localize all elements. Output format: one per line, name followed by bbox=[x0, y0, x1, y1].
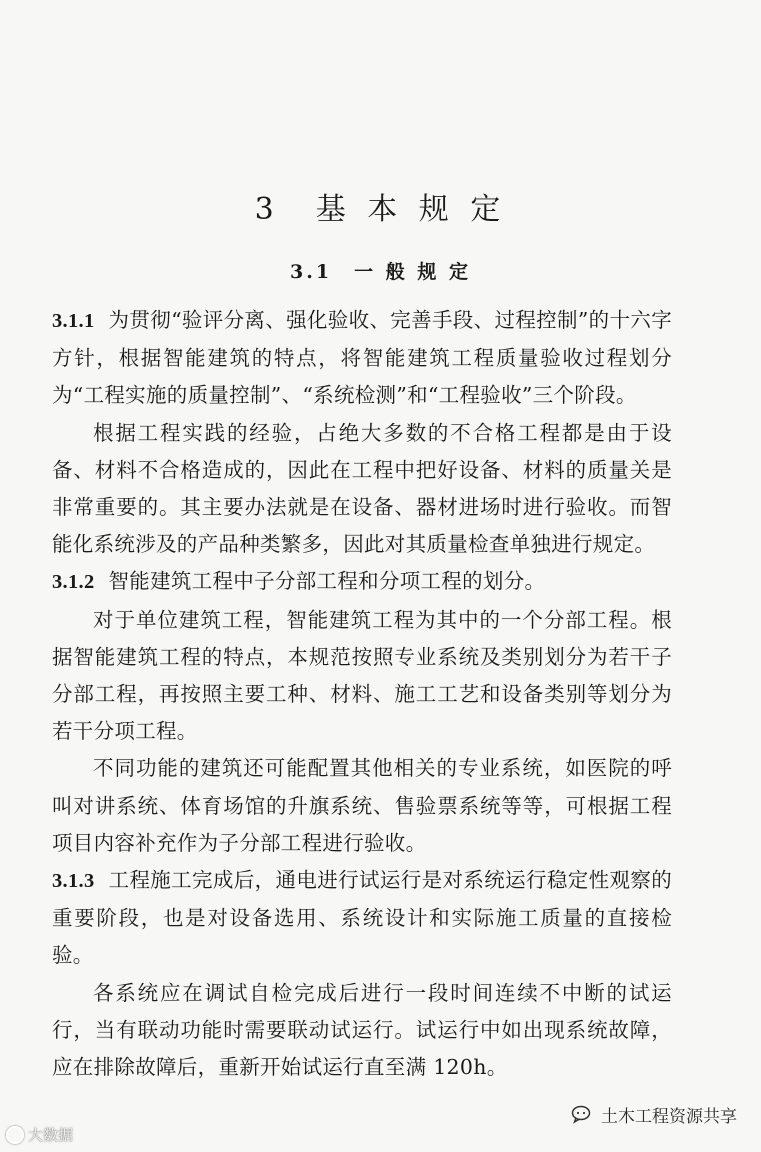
clause-number: 3.1.2 bbox=[52, 571, 95, 594]
clause-paragraph bbox=[52, 862, 672, 975]
explanation-paragraph: 根据工程实践的经验，占绝大多数的不合格工程都是由于设备、材料不合格造成的，因此在工程中把好设备、材料的质量关是非常重要的。其主要办法就是在设备、器材进场时进行验收。而智能化系统涉及的产品种类繁多，因此对其质量检查单独进行规定。 bbox=[52, 420, 672, 557]
clause-text: 为贯彻“验评分离、强化验收、完善手段、过程控制”的十六字方针，根据智能建筑的特点，将智能建筑工程质量验收过程划分为“工程实施的质量控制”、“系统检测”和“工程验收”三个阶段。 bbox=[52, 308, 672, 408]
clause-text: 智能建筑工程中子分部工程和分项工程的划分。 bbox=[108, 569, 546, 594]
watermark-right-text: 土木工程资源共享 bbox=[601, 1107, 737, 1127]
watermark-left bbox=[6, 1124, 73, 1145]
explanation-paragraph: 各系统应在调试自检完成后进行一段时间连续不中断的试运行，当有联动功能时需要联动试运行。试运行中如出现系统故障，应在排除故障后，重新开始试运行直至满 120h。 bbox=[52, 980, 672, 1080]
clause-paragraph bbox=[52, 563, 672, 601]
wechat-chat-icon bbox=[571, 1105, 595, 1125]
watermark-left-text: 大数据 bbox=[28, 1126, 74, 1144]
explanation-paragraph: 对于单位建筑工程，智能建筑工程为其中的一个分部工程。根据智能建筑工程的特点，本规范按照专业系统及类别划分为若干子分部工程，再按照主要工种、材料、施工工艺和设备类别等划分为若干分项工程。 bbox=[52, 607, 672, 744]
clause-number: 3.1.1 bbox=[52, 310, 95, 332]
explanation-paragraph: 不同功能的建筑还可能配置其他相关的专业系统，如医院的呼叫对讲系统、体育场馆的升旗系统、售验票系统等等，可根据工程项目内容补充作为子分部工程进行验收。 bbox=[52, 756, 672, 855]
watermark-right bbox=[571, 1102, 737, 1127]
document-body bbox=[52, 302, 672, 1086]
chapter-title: 3 基 本 规 定 bbox=[254, 192, 507, 227]
clause-number: 3.1.3 bbox=[52, 870, 95, 893]
circle-logo-icon bbox=[6, 1126, 24, 1144]
clause-text: 工程施工完成后，通电进行试运行是对系统运行稳定性观察的重要阶段，也是对设备选用、系统设计和实际施工质量的直接检验。 bbox=[52, 868, 672, 968]
section-title: 3.1 一 般 规 定 bbox=[290, 261, 471, 283]
clause-paragraph bbox=[52, 302, 672, 415]
